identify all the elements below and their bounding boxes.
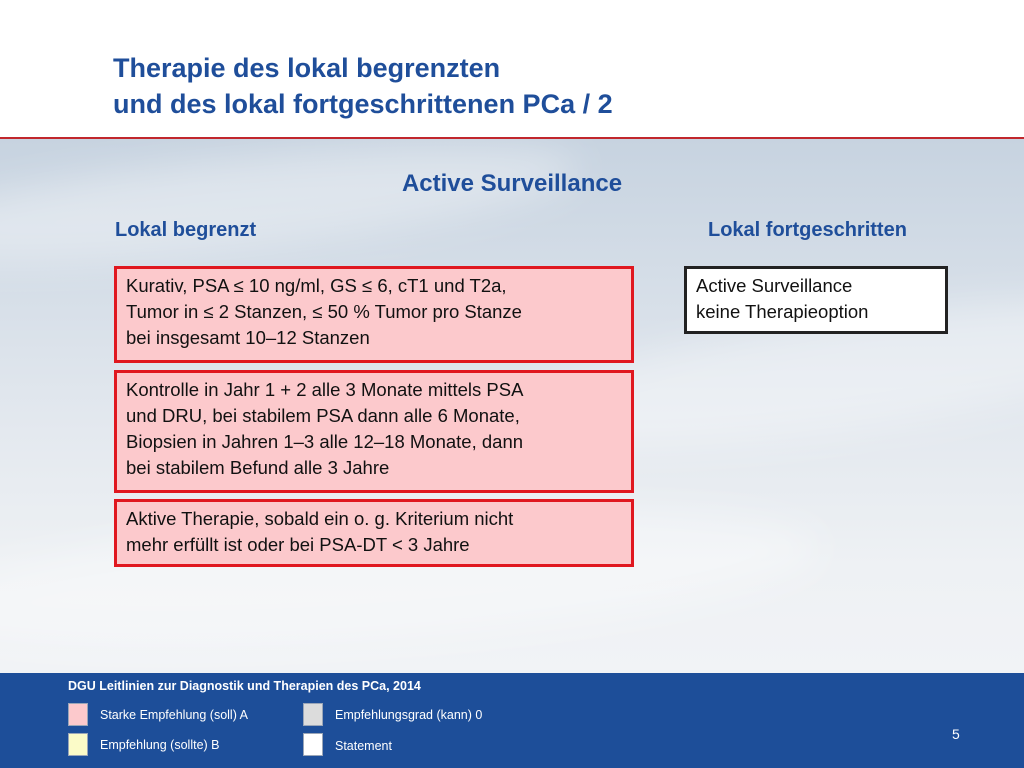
text-line: Tumor in ≤ 2 Stanzen, ≤ 50 % Tumor pro Stanze: [126, 301, 522, 322]
legend-label-a: Starke Empfehlung (soll) A: [100, 708, 248, 722]
text-line: Kontrolle in Jahr 1 + 2 alle 3 Monate mittels PSA: [126, 379, 524, 400]
legend-label-0: Empfehlungsgrad (kann) 0: [335, 708, 483, 722]
legend-swatch-b: [68, 733, 88, 756]
background-streak: [0, 139, 583, 285]
text-line: keine Therapieoption: [696, 301, 869, 322]
legend-swatch-0: [303, 703, 323, 726]
text-line: bei stabilem Befund alle 3 Jahre: [126, 457, 390, 478]
column-header-left: Lokal begrenzt: [115, 219, 257, 241]
legend-label-b: Empfehlung (sollte) B: [100, 738, 220, 752]
monitoring-box: [114, 370, 634, 493]
slide-header: [0, 0, 1024, 138]
legend-label-statement: Statement: [335, 739, 392, 753]
legend-swatch-a: [68, 703, 88, 726]
text-line: Biopsien in Jahren 1–3 alle 12–18 Monate, dann: [126, 431, 524, 452]
text-line: Active Surveillance: [696, 275, 853, 296]
column-header-right: Lokal fortgeschritten: [708, 219, 907, 241]
footer-source: DGU Leitlinien zur Diagnostik und Therapien des PCa, 2014: [68, 679, 421, 693]
slide-footer: [0, 673, 1024, 768]
slide-title: [113, 50, 613, 122]
text-line: Kurativ, PSA ≤ 10 ng/ml, GS ≤ 6, cT1 und T2a,: [126, 275, 507, 296]
text-line: Aktive Therapie, sobald ein o. g. Kriterium nicht: [126, 508, 514, 529]
page-number: 5: [952, 726, 960, 742]
section-subtitle: Active Surveillance: [401, 170, 623, 197]
statement-box: [684, 266, 948, 334]
legend-swatch-statement: [303, 733, 323, 756]
criteria-box: [114, 266, 634, 363]
slide-title-line-2: und des lokal fortgeschrittenen PCa / 2: [113, 89, 613, 119]
text-line: bei insgesamt 10–12 Stanzen: [126, 327, 370, 348]
text-line: mehr erfüllt ist oder bei PSA-DT < 3 Jahre: [126, 534, 470, 555]
slide-title-line-1: Therapie des lokal begrenzten: [113, 53, 501, 83]
therapy-trigger-box: [114, 499, 634, 567]
slide-content: [0, 139, 1024, 673]
text-line: und DRU, bei stabilem PSA dann alle 6 Monate,: [126, 405, 520, 426]
